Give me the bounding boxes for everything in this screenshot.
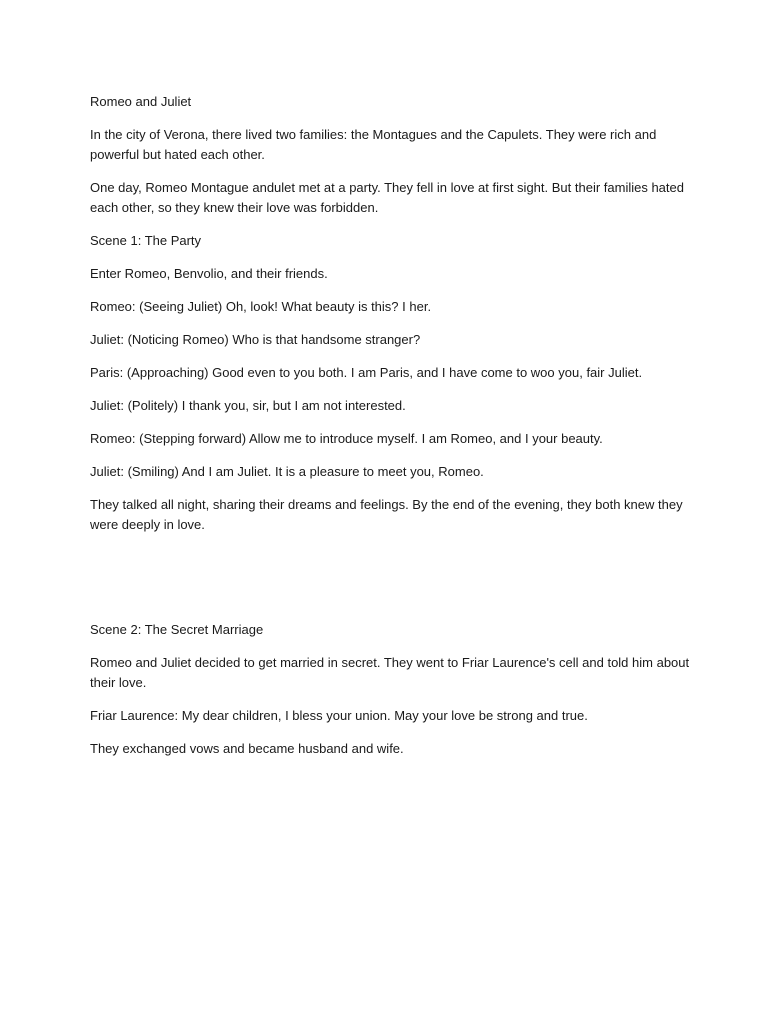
paragraph: They exchanged vows and became husband and wife. (90, 741, 404, 756)
paragraph: They talked all night, sharing their dreams and feelings. By the end of the evening, they both knew they were deeply in love. (90, 497, 683, 532)
dialogue-line: Juliet: (Politely) I thank you, sir, but I am not interested. (90, 398, 406, 413)
dialogue-line: Juliet: (Noticing Romeo) Who is that handsome stranger? (90, 332, 421, 347)
document-body (90, 92, 690, 772)
document-title: Romeo and Juliet (90, 94, 192, 109)
dialogue-line: Friar Laurence: My dear children, I bless your union. May your love be strong and true. (90, 708, 588, 723)
paragraph: Romeo and Juliet decided to get married in secret. They went to Friar Laurence's cell and told him about their love. (90, 655, 690, 690)
scene-heading: Scene 2: The Secret Marriage (90, 622, 264, 637)
paragraph: One day, Romeo Montague andulet met at a party. They fell in love at first sight. But their families hated each other, so they knew their love was forbidden. (90, 180, 684, 215)
paragraph: In the city of Verona, there lived two families: the Montagues and the Capulets. They were rich and powerful but hated each other. (90, 127, 657, 162)
scene-heading: Scene 1: The Party (90, 233, 202, 248)
dialogue-line: Paris: (Approaching) Good even to you both. I am Paris, and I have come to woo you, fair Juliet. (90, 365, 643, 380)
dialogue-line: Juliet: (Smiling) And I am Juliet. It is a pleasure to meet you, Romeo. (90, 464, 484, 479)
blank-space (90, 548, 690, 620)
dialogue-line: Romeo: (Stepping forward) Allow me to introduce myself. I am Romeo, and I your beauty. (90, 431, 603, 446)
stage-direction: Enter Romeo, Benvolio, and their friends. (90, 266, 328, 281)
dialogue-line: Romeo: (Seeing Juliet) Oh, look! What beauty is this? I her. (90, 299, 432, 314)
